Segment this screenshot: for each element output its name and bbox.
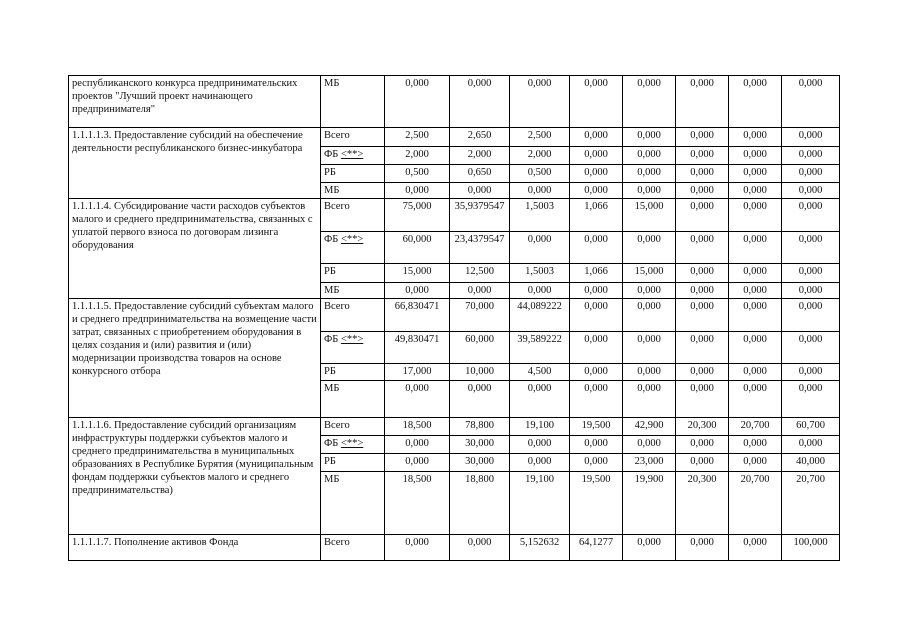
- funding-source-label: Всего: [324, 420, 350, 431]
- funding-source-label: МБ: [324, 474, 340, 485]
- value-cell: 0,000: [510, 454, 570, 472]
- value-cell: 60,700: [782, 418, 840, 436]
- measure-description: 1.1.1.1.5. Предоставление субсидий субъектам малого и среднего предпринимательства на возмещение части затрат, связанных с приобретением оборудования в целях создания и (или) развития и (или) модернизации производства товаров на основе конкурсного отбора: [69, 299, 321, 418]
- funding-source-label: ФБ: [324, 234, 341, 245]
- value-cell: 17,000: [385, 364, 450, 381]
- value-cell: 0,000: [782, 199, 840, 232]
- value-cell: 0,000: [676, 147, 729, 165]
- value-cell: 0,000: [570, 165, 623, 183]
- value-cell: 0,000: [729, 535, 782, 561]
- value-cell: 12,500: [450, 264, 510, 283]
- value-cell: 0,000: [676, 299, 729, 332]
- value-cell: 0,000: [729, 454, 782, 472]
- value-cell: 66,830471: [385, 299, 450, 332]
- value-cell: 35,9379547: [450, 199, 510, 232]
- value-cell: 0,000: [676, 535, 729, 561]
- value-cell: 1,5003: [510, 199, 570, 232]
- value-cell: 0,000: [450, 381, 510, 418]
- value-cell: 44,089222: [510, 299, 570, 332]
- value-cell: 19,100: [510, 418, 570, 436]
- funding-source-label: Всего: [324, 301, 350, 312]
- value-cell: 0,000: [570, 183, 623, 199]
- funding-source: [321, 454, 385, 472]
- value-cell: 15,000: [623, 199, 676, 232]
- value-cell: 0,000: [570, 283, 623, 299]
- funding-source-label: ФБ: [324, 438, 341, 449]
- value-cell: 0,000: [623, 381, 676, 418]
- funding-source: [321, 199, 385, 232]
- table-row: [69, 299, 840, 332]
- measure-description: 1.1.1.1.4. Субсидирование части расходов субъектов малого и среднего предпринимательства, связанных с уплатой первого взноса по договорам лизинга оборудования: [69, 199, 321, 299]
- value-cell: 0,000: [676, 436, 729, 454]
- value-cell: 42,900: [623, 418, 676, 436]
- measure-description: республиканского конкурса предпринимательских проектов "Лучший проект начинающего предпринимателя": [69, 76, 321, 128]
- value-cell: 15,000: [623, 264, 676, 283]
- value-cell: 0,000: [510, 381, 570, 418]
- funding-source: [321, 472, 385, 535]
- funding-source-label: РБ: [324, 167, 336, 178]
- value-cell: 78,800: [450, 418, 510, 436]
- funding-source: [321, 183, 385, 199]
- value-cell: 0,000: [729, 299, 782, 332]
- value-cell: 0,000: [570, 436, 623, 454]
- table-row: [69, 199, 840, 232]
- value-cell: 0,000: [385, 283, 450, 299]
- value-cell: 0,000: [385, 436, 450, 454]
- value-cell: 2,500: [510, 128, 570, 147]
- value-cell: 0,000: [782, 264, 840, 283]
- value-cell: 20,700: [729, 418, 782, 436]
- value-cell: 0,000: [570, 364, 623, 381]
- value-cell: 0,000: [676, 165, 729, 183]
- value-cell: 0,000: [385, 76, 450, 128]
- funding-source-label: МБ: [324, 383, 340, 394]
- funding-source-label: МБ: [324, 185, 340, 196]
- funding-source: [321, 283, 385, 299]
- value-cell: 0,000: [729, 381, 782, 418]
- value-cell: 20,300: [676, 418, 729, 436]
- value-cell: 1,5003: [510, 264, 570, 283]
- value-cell: 0,000: [729, 199, 782, 232]
- value-cell: 0,000: [570, 381, 623, 418]
- value-cell: 0,000: [782, 147, 840, 165]
- value-cell: 0,000: [782, 364, 840, 381]
- value-cell: 0,000: [729, 165, 782, 183]
- value-cell: 0,000: [450, 283, 510, 299]
- value-cell: 2,000: [510, 147, 570, 165]
- funding-source-label: Всего: [324, 201, 350, 212]
- footnote-link[interactable]: <**>: [340, 234, 364, 245]
- financing-table: [68, 75, 840, 561]
- value-cell: 2,000: [385, 147, 450, 165]
- value-cell: 19,500: [570, 418, 623, 436]
- value-cell: 0,000: [570, 332, 623, 364]
- value-cell: 20,300: [676, 472, 729, 535]
- funding-source-label: ФБ: [324, 334, 341, 345]
- value-cell: 0,000: [570, 299, 623, 332]
- value-cell: 0,000: [729, 264, 782, 283]
- value-cell: 19,100: [510, 472, 570, 535]
- value-cell: 0,000: [385, 454, 450, 472]
- footnote-link[interactable]: <**>: [340, 334, 364, 345]
- value-cell: 0,650: [450, 165, 510, 183]
- value-cell: 0,000: [623, 332, 676, 364]
- funding-source-label: Всего: [324, 130, 350, 141]
- value-cell: 0,000: [782, 299, 840, 332]
- value-cell: 0,500: [385, 165, 450, 183]
- value-cell: 0,000: [782, 76, 840, 128]
- funding-source-label: ФБ: [324, 149, 341, 160]
- value-cell: 0,000: [623, 147, 676, 165]
- funding-source: [321, 165, 385, 183]
- table-row: [69, 418, 840, 436]
- funding-source: [321, 381, 385, 418]
- value-cell: 0,000: [450, 76, 510, 128]
- value-cell: 10,000: [450, 364, 510, 381]
- table-body: [69, 76, 840, 561]
- value-cell: 30,000: [450, 454, 510, 472]
- value-cell: 0,000: [450, 183, 510, 199]
- funding-source: [321, 436, 385, 454]
- measure-description: 1.1.1.1.6. Предоставление субсидий организациям инфраструктуры поддержки субъектов малого и среднего предпринимательства в муниципальных образованиях в Республике Бурятия (муниципальным фондам поддержки субъектов малого и среднего предпринимательства): [69, 418, 321, 535]
- value-cell: 0,000: [570, 128, 623, 147]
- funding-source-label: РБ: [324, 456, 336, 467]
- value-cell: 0,000: [782, 332, 840, 364]
- value-cell: 0,000: [676, 232, 729, 264]
- value-cell: 0,000: [570, 232, 623, 264]
- value-cell: 0,000: [676, 364, 729, 381]
- value-cell: 60,000: [450, 332, 510, 364]
- value-cell: 23,4379547: [450, 232, 510, 264]
- value-cell: 19,900: [623, 472, 676, 535]
- funding-source-label: МБ: [324, 78, 340, 89]
- value-cell: 0,000: [570, 76, 623, 128]
- value-cell: 20,700: [782, 472, 840, 535]
- value-cell: 0,000: [676, 76, 729, 128]
- funding-source-label: МБ: [324, 285, 340, 296]
- value-cell: 2,000: [450, 147, 510, 165]
- value-cell: 0,000: [782, 283, 840, 299]
- value-cell: 64,1277: [570, 535, 623, 561]
- value-cell: 39,589222: [510, 332, 570, 364]
- value-cell: 75,000: [385, 199, 450, 232]
- value-cell: 0,000: [729, 332, 782, 364]
- funding-source: [321, 147, 385, 165]
- value-cell: 0,000: [676, 332, 729, 364]
- funding-source-label: РБ: [324, 266, 336, 277]
- value-cell: 60,000: [385, 232, 450, 264]
- value-cell: 0,000: [676, 128, 729, 147]
- value-cell: 1,066: [570, 199, 623, 232]
- value-cell: 0,000: [729, 364, 782, 381]
- value-cell: 0,000: [623, 299, 676, 332]
- value-cell: 0,000: [623, 183, 676, 199]
- value-cell: 0,500: [510, 165, 570, 183]
- value-cell: 0,000: [729, 128, 782, 147]
- table-row: [69, 76, 840, 128]
- value-cell: 100,000: [782, 535, 840, 561]
- measure-description: 1.1.1.1.7. Пополнение активов Фонда: [69, 535, 321, 561]
- value-cell: 70,000: [450, 299, 510, 332]
- value-cell: 0,000: [623, 364, 676, 381]
- funding-source: [321, 364, 385, 381]
- value-cell: 0,000: [450, 535, 510, 561]
- measure-description: 1.1.1.1.3. Предоставление субсидий на обеспечение деятельности республиканского бизнес-инкубатора: [69, 128, 321, 199]
- footnote-link[interactable]: <**>: [340, 438, 364, 449]
- value-cell: 0,000: [782, 232, 840, 264]
- value-cell: 4,500: [510, 364, 570, 381]
- value-cell: 0,000: [570, 454, 623, 472]
- value-cell: 5,152632: [510, 535, 570, 561]
- value-cell: 0,000: [729, 183, 782, 199]
- value-cell: 0,000: [729, 232, 782, 264]
- footnote-link[interactable]: <**>: [340, 149, 364, 160]
- value-cell: 0,000: [676, 381, 729, 418]
- table-row: [69, 128, 840, 147]
- funding-source-label: РБ: [324, 366, 336, 377]
- funding-source: [321, 299, 385, 332]
- value-cell: 0,000: [510, 183, 570, 199]
- funding-source: [321, 418, 385, 436]
- value-cell: 0,000: [510, 232, 570, 264]
- funding-source: [321, 76, 385, 128]
- value-cell: 0,000: [729, 147, 782, 165]
- value-cell: 0,000: [623, 535, 676, 561]
- value-cell: 0,000: [570, 147, 623, 165]
- funding-source: [321, 332, 385, 364]
- value-cell: 40,000: [782, 454, 840, 472]
- value-cell: 19,500: [570, 472, 623, 535]
- value-cell: 0,000: [729, 76, 782, 128]
- table-row: [69, 535, 840, 561]
- value-cell: 0,000: [385, 183, 450, 199]
- value-cell: 0,000: [676, 183, 729, 199]
- value-cell: 1,066: [570, 264, 623, 283]
- value-cell: 0,000: [676, 199, 729, 232]
- value-cell: 0,000: [623, 283, 676, 299]
- value-cell: 30,000: [450, 436, 510, 454]
- value-cell: 18,500: [385, 472, 450, 535]
- value-cell: 0,000: [623, 165, 676, 183]
- value-cell: 0,000: [676, 264, 729, 283]
- value-cell: 0,000: [782, 128, 840, 147]
- funding-source: [321, 535, 385, 561]
- value-cell: 15,000: [385, 264, 450, 283]
- value-cell: 0,000: [676, 454, 729, 472]
- value-cell: 0,000: [729, 436, 782, 454]
- funding-source-label: Всего: [324, 537, 350, 548]
- value-cell: 0,000: [510, 283, 570, 299]
- value-cell: 0,000: [510, 436, 570, 454]
- value-cell: 0,000: [623, 128, 676, 147]
- value-cell: 0,000: [782, 381, 840, 418]
- value-cell: 20,700: [729, 472, 782, 535]
- value-cell: 49,830471: [385, 332, 450, 364]
- funding-source: [321, 128, 385, 147]
- value-cell: 0,000: [623, 232, 676, 264]
- value-cell: 0,000: [782, 436, 840, 454]
- value-cell: 2,500: [385, 128, 450, 147]
- value-cell: 0,000: [510, 76, 570, 128]
- value-cell: 0,000: [729, 283, 782, 299]
- value-cell: 0,000: [676, 283, 729, 299]
- value-cell: 0,000: [385, 381, 450, 418]
- value-cell: 0,000: [782, 165, 840, 183]
- value-cell: 0,000: [782, 183, 840, 199]
- funding-source: [321, 232, 385, 264]
- value-cell: 0,000: [385, 535, 450, 561]
- value-cell: 18,500: [385, 418, 450, 436]
- value-cell: 0,000: [623, 436, 676, 454]
- value-cell: 18,800: [450, 472, 510, 535]
- value-cell: 2,650: [450, 128, 510, 147]
- funding-source: [321, 264, 385, 283]
- value-cell: 0,000: [623, 76, 676, 128]
- value-cell: 23,000: [623, 454, 676, 472]
